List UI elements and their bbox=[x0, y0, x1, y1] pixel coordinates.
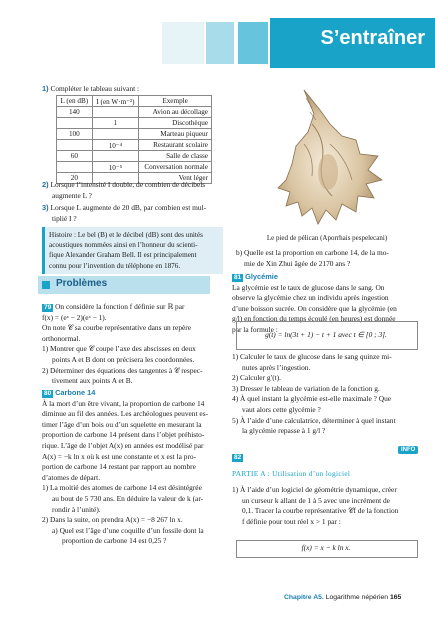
header-decor-square bbox=[162, 22, 204, 64]
decibel-table bbox=[56, 95, 212, 184]
table-cell: 60 bbox=[57, 151, 93, 162]
ex82-line: un curseur k allant de 1 à 5 avec une incrément de bbox=[242, 495, 390, 505]
ex80b-line: mie de Xin Zhui âgée de 2170 ans ? bbox=[244, 258, 351, 268]
ex81-line: d’une boisson sucrée. On considère que la glycémie (en bbox=[232, 303, 397, 313]
table-row bbox=[57, 129, 212, 140]
page-number: 165 bbox=[389, 594, 402, 601]
ex81-question: la glycémie repasse à 1 g/l ? bbox=[242, 426, 326, 436]
table-cell: Avion au décollage bbox=[139, 107, 212, 118]
ex81-question: vaut alors cette glycémie ? bbox=[242, 404, 321, 414]
table-cell bbox=[57, 118, 93, 129]
history-line: fique Alexander Graham Bell. Il est principalement bbox=[49, 251, 197, 260]
question-number: 1) bbox=[42, 84, 49, 93]
ex81-question: nutes après l’ingestion. bbox=[242, 362, 311, 372]
ex80-line: rondir à l’unité). bbox=[52, 504, 101, 514]
exercise-number: 81 bbox=[234, 274, 242, 281]
ex81-question: 4) À quel instant la glycémie est-elle maximale ? Que bbox=[232, 394, 392, 404]
ex79-line: On note 𝒞 sa courbe représentative dans un repère bbox=[42, 323, 192, 333]
exercise-82 bbox=[232, 452, 417, 528]
table-cell: 1 bbox=[92, 118, 138, 129]
table-row bbox=[57, 151, 212, 162]
info-badge: INFO bbox=[398, 446, 418, 454]
table-cell: Conversation normale bbox=[139, 162, 212, 173]
header-decor-square bbox=[238, 22, 268, 64]
problems-marker bbox=[42, 281, 50, 289]
table-cell: Marteau piqueur bbox=[139, 129, 212, 140]
ex79-line: orthonormal. bbox=[42, 333, 81, 343]
ex81-line: par la formule : bbox=[232, 324, 278, 334]
glycemia-formula: g(t) = ln(3t + 1) − t + 1 avec t ∈ [0 ; 3]. bbox=[265, 330, 387, 339]
ex80b-line: b) Quelle est la proportion en carbone 14, de la mo- bbox=[236, 248, 389, 257]
table-cell bbox=[57, 162, 93, 173]
table-header: L (en dB) bbox=[57, 96, 93, 107]
ex79-line: tivement aux points A et B. bbox=[52, 376, 133, 386]
ex82-line: 0,1. Tracer la courbe représentative 𝒞f de la fonction bbox=[242, 506, 399, 516]
table-row bbox=[57, 107, 212, 118]
partie-title: PARTIE A : Utilisation d’un logiciel bbox=[232, 468, 351, 478]
table-row bbox=[57, 140, 212, 151]
ex81-line: g/l) en fonction du temps écoulé (en heures) est donnée bbox=[232, 314, 396, 324]
ex82-line: f définie pour tout réel x > 1 par : bbox=[242, 516, 341, 526]
table-row bbox=[57, 162, 212, 173]
image-caption: Le pied de pélican (Aporrhais pespelecani) bbox=[266, 234, 388, 242]
ex79-line: points A et B dont on précisera les coordonnées. bbox=[52, 354, 195, 364]
ex79-line: 2) Déterminer des équations des tangentes à 𝒞 respec- bbox=[42, 365, 203, 375]
ex81-question: 3) Dresser le tableau de variation de la fonction g. bbox=[232, 383, 380, 393]
ex80-line: au bout de 5 730 ans. En déduire la valeur de k (ar- bbox=[52, 493, 204, 503]
footer-title: Logarithme népérien bbox=[325, 594, 389, 601]
ex82-line: 1) À l’aide d’un logiciel de géométrie dynamique, créer bbox=[232, 485, 397, 495]
table-cell: Salle de classe bbox=[139, 151, 212, 162]
ex80-line: a) Quel est l’âge d’une coquille d’un fossile dont la bbox=[52, 525, 204, 535]
ex1-q3-line: Lorsque L augmente de 20 dB, par combien est mul- bbox=[50, 203, 207, 213]
table-cell: 20 bbox=[57, 173, 93, 184]
table-cell: 10⁻⁵ bbox=[92, 162, 138, 173]
table-header: I (en W·m⁻²) bbox=[92, 96, 138, 107]
ex81-line: La glycémie est le taux de glucose dans le sang. On bbox=[232, 282, 385, 292]
ex1-q2-line: Lorsque l’intensité I double, de combien de décibels bbox=[50, 180, 206, 189]
pelican-foot-shell-image bbox=[256, 84, 402, 232]
ex79-line: On considère la fonction f définie sur ℝ par bbox=[55, 302, 185, 311]
page-title: S’entraîner bbox=[320, 27, 425, 49]
ex80-line: proportion de carbone 14 présent dans l’objet préhisto- bbox=[42, 430, 205, 440]
ex80-part-b bbox=[232, 248, 417, 269]
table-cell bbox=[92, 129, 138, 140]
ex80-line: 1) La moitié des atomes de carbone 14 est désintégrée bbox=[42, 483, 202, 493]
table-cell bbox=[57, 140, 93, 151]
ex80-line: proportion de carbone 14 est 0,25 ? bbox=[62, 536, 167, 546]
table-cell bbox=[92, 107, 138, 118]
ex80-line: timer l’âge d’un bois ou d’un squelette en mesurant la bbox=[42, 419, 202, 429]
ex80-line: À la mort d’un être vivant, la proportion de carbone 14 bbox=[42, 398, 205, 408]
problems-title: Problèmes bbox=[56, 278, 108, 289]
exercise-number: 80 bbox=[44, 390, 52, 397]
table-cell: 10⁻⁴ bbox=[92, 140, 138, 151]
ex80-line: rique. L’âge de l’objet A(x) en années est modélisé par bbox=[42, 440, 204, 450]
exercise-80 bbox=[42, 388, 217, 547]
ex80-line: A(x) = −k ln x où k est une constante et x est la pro- bbox=[42, 451, 197, 461]
ex81-question: 1) Calculer le taux de glucose dans le sang quinze mi- bbox=[232, 352, 392, 361]
ex81-line: observe la glycémie chez un individu après ingestion bbox=[232, 293, 389, 303]
ex81-question: 5) À l’aide d’une calculatrice, déterminer à quel instant bbox=[232, 415, 396, 425]
table-cell: Restaurant scolaire bbox=[139, 140, 212, 151]
header-decor-square bbox=[206, 22, 234, 64]
ex1-q2: 2) Lorsque l’intensité I double, de combien de décibels augmente L ? 3) Lorsque L augmente de 20 dB, par combien est mul- tiplié I ? bbox=[42, 180, 217, 224]
ex80-line: diminue au fil des années. Les archéologues peuvent es- bbox=[42, 409, 209, 419]
exercise-number: 82 bbox=[234, 454, 242, 461]
table-cell: 140 bbox=[57, 107, 93, 118]
table-header: Exemple bbox=[139, 96, 212, 107]
ex1-intro bbox=[42, 84, 139, 95]
exercise-number: 79 bbox=[44, 304, 52, 311]
history-box bbox=[42, 227, 223, 274]
footer-chapter: Chapitre A5. bbox=[284, 594, 324, 601]
ex79-line: 1) Montrer que 𝒞 coupe l’axe des abscisses en deux bbox=[42, 344, 196, 354]
table-row bbox=[57, 118, 212, 129]
ex80-line: portion de carbone 14 restant par rapport au nombre bbox=[42, 462, 196, 472]
table-cell bbox=[92, 151, 138, 162]
ex80-line: 2) Dans la suite, on prendra A(x) = −8 267 ln x. bbox=[42, 515, 183, 525]
table-cell: 100 bbox=[57, 129, 93, 140]
exercise-79 bbox=[42, 302, 217, 387]
f-formula: f(x) = x − k ln x. bbox=[301, 543, 351, 552]
ex80-line: d’atomes de départ. bbox=[42, 472, 101, 482]
exercise-title: Carbone 14 bbox=[55, 388, 96, 397]
table-cell: Vent léger bbox=[139, 173, 212, 184]
history-line: connu pour l’invention du téléphone en 1876. bbox=[49, 261, 181, 270]
ex81-question: 2) Calculer g′(t). bbox=[232, 373, 282, 383]
ex81-questions bbox=[232, 352, 417, 437]
history-line: acoustiques nommées ainsi en l’honneur du scienti- bbox=[49, 241, 198, 250]
table-cell: Discothèque bbox=[139, 118, 212, 129]
ex1-q3-line: tiplié I ? bbox=[52, 213, 77, 223]
page-footer bbox=[284, 594, 401, 601]
ex1-intro-text: Compléter le tableau suivant : bbox=[50, 84, 140, 93]
exercise-title: Glycémie bbox=[245, 272, 278, 281]
ex1-q2-line: augmente L ? bbox=[52, 190, 92, 200]
ex79-line: f(x) = (eˣ − 2)(eˣ − 1). bbox=[42, 312, 107, 322]
history-line: Histoire : Le bel (B) et le décibel (dB) sont des unités bbox=[49, 231, 203, 239]
